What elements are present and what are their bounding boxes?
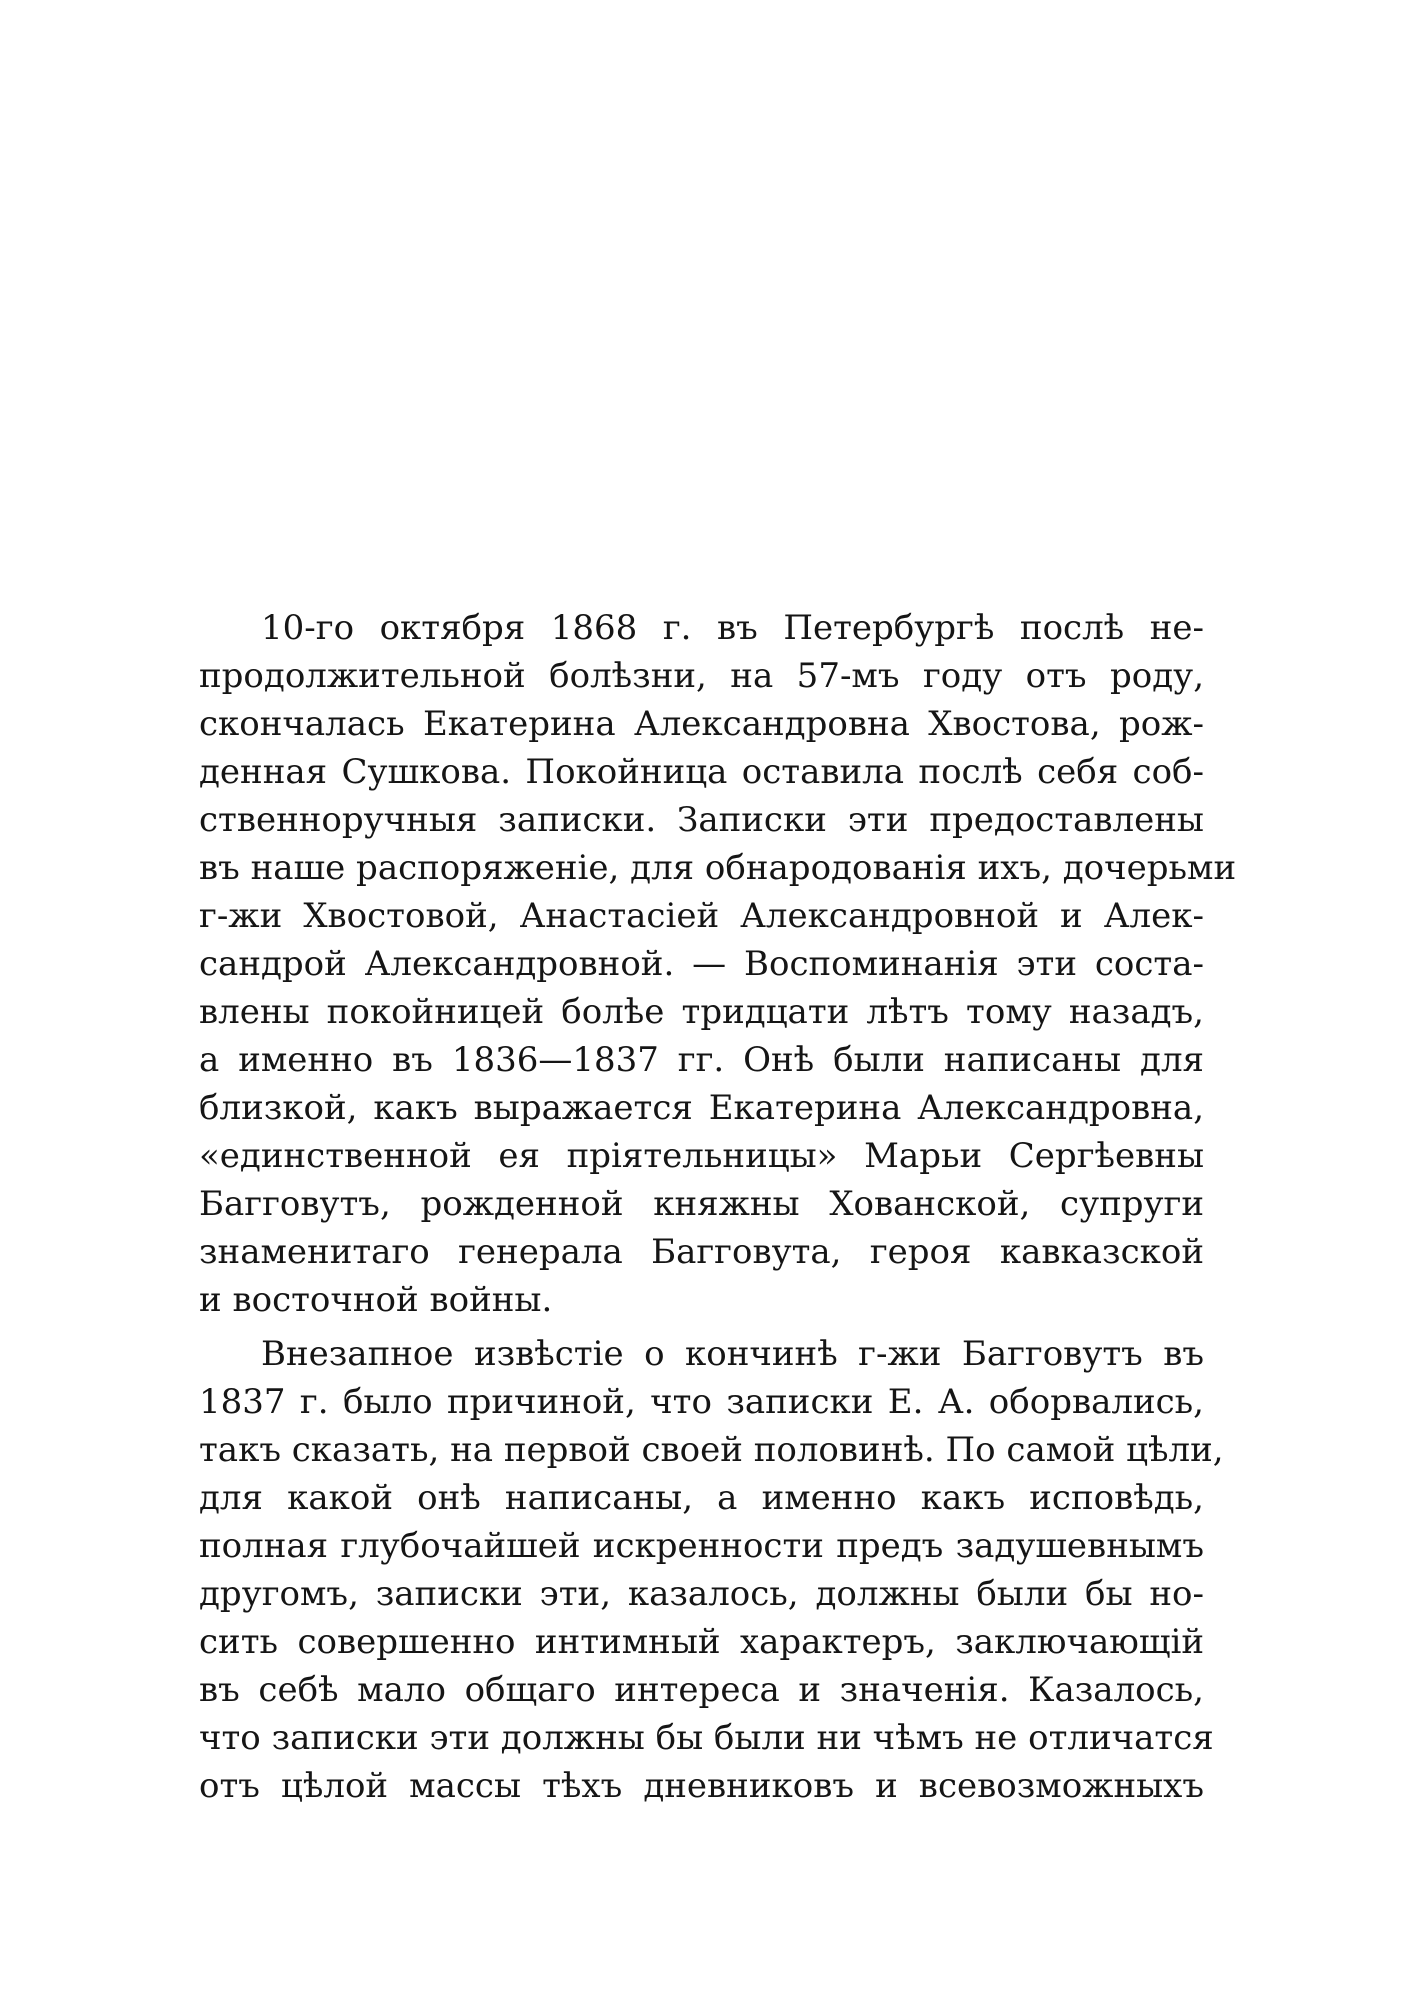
text-line: такъ сказать, на первой своей половинѣ. По самой цѣли, [199, 1430, 1224, 1470]
text-line: для какой онѣ написаны, а именно какъ исповѣдь, [199, 1478, 1204, 1518]
paragraph-2 [199, 1330, 1224, 1810]
text-line: а именно въ 1836—1837 гг. Онѣ были написаны для [199, 1040, 1204, 1080]
text-line: ственноручныя записки. Записки эти предоставлены [199, 800, 1204, 840]
text-line: 1837 г. было причиной, что записки Е. А. оборвались, [199, 1382, 1204, 1422]
text-line: продолжительной болѣзни, на 57-мъ году отъ роду, [199, 656, 1204, 696]
paragraph-1 [199, 604, 1237, 1324]
body-text [199, 604, 1237, 1810]
text-line: сить совершенно интимный характеръ, заключающій [199, 1622, 1204, 1662]
text-line: и восточной войны. [199, 1280, 553, 1320]
text-line: 10-го октября 1868 г. въ Петербургѣ послѣ не- [261, 608, 1204, 648]
text-line: Багговутъ, рожденной княжны Хованской, супруги [199, 1184, 1204, 1224]
text-line: влены покойницей болѣе тридцати лѣтъ тому назадъ, [199, 992, 1204, 1032]
text-line: г-жи Хвостовой, Анастасіей Александровной и Алек- [199, 896, 1204, 936]
text-line: въ наше распоряженіе, для обнародованія ихъ, дочерьми [199, 848, 1237, 888]
text-line: отъ цѣлой массы тѣхъ дневниковъ и всевозможныхъ [199, 1766, 1204, 1806]
text-line: въ себѣ мало общаго интереса и значенія. Казалось, [199, 1670, 1204, 1710]
text-line: близкой, какъ выражается Екатерина Александровна, [199, 1088, 1204, 1128]
text-line: скончалась Екатерина Александровна Хвостова, рож- [199, 704, 1204, 744]
text-line: денная Сушкова. Покойница оставила послѣ себя соб- [199, 752, 1204, 792]
text-line: полная глубочайшей искренности предъ задушевнымъ [199, 1526, 1204, 1566]
text-line: Внезапное извѣстіе о кончинѣ г-жи Багговутъ въ [261, 1334, 1204, 1374]
text-line: «единственной ея пріятельницы» Марьи Сергѣевны [199, 1136, 1204, 1176]
text-line: сандрой Александровной. — Воспоминанія эти соста- [199, 944, 1204, 984]
text-line: знаменитаго генерала Багговута, героя кавказской [199, 1232, 1204, 1272]
text-line: что записки эти должны бы были ни чѣмъ не отличатся [199, 1718, 1214, 1758]
text-line: другомъ, записки эти, казалось, должны были бы но- [199, 1574, 1204, 1614]
